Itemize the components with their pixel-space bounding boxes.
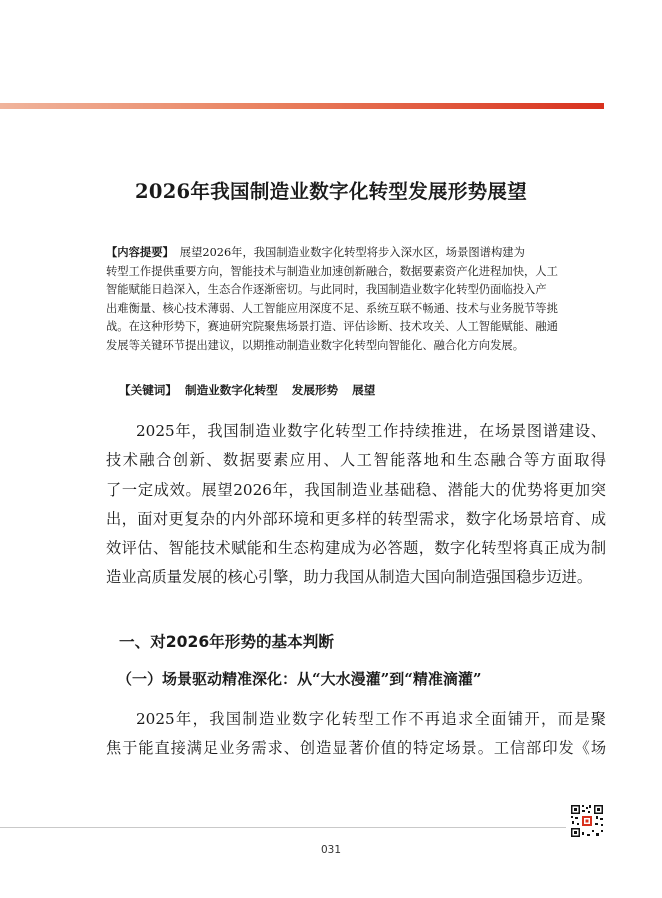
abstract-line: 战。在这种形势下，赛迪研究院聚焦场景打造、评估诊断、技术攻关、人工智能赋能、融通 xyxy=(106,320,558,333)
subsection-heading: （一）场景驱动精准深化：从“大水漫灌”到“精准滴灌” xyxy=(117,670,482,688)
abstract-label: 【内容提要】 xyxy=(106,245,174,259)
header-accent-bar xyxy=(0,103,604,109)
abstract-line-1 xyxy=(106,243,606,263)
abstract-line: 智能赋能日趋深入，生态合作逐渐密切。与此同时，我国制造业数字化转型仍面临投入产 xyxy=(106,283,547,296)
article-title: 2026年我国制造业数字化转型发展形势展望 xyxy=(134,180,528,203)
keyword-item: 制造业数字化转型 xyxy=(184,383,278,397)
abstract-block xyxy=(106,243,606,355)
paragraph-line: 了一定成效。展望2026年，我国制造业基础稳、潜能大的优势将更加突 xyxy=(106,480,606,499)
keywords-line xyxy=(119,382,599,398)
keyword-item: 发展形势 xyxy=(291,383,339,397)
abstract-line: 发展等关键环节提出建议，以期推动制造业数字化转型向智能化、融合化方向发展。 xyxy=(106,338,524,352)
paragraph-line: 造业高质量发展的核心引擎，助力我国从制造大国向制造强国稳步迈进。 xyxy=(106,568,592,587)
section-heading: 一、对2026年形势的基本判断 xyxy=(119,633,334,651)
qr-code-icon xyxy=(570,804,604,838)
footer-divider xyxy=(0,827,566,828)
page-number: 031 xyxy=(320,844,342,856)
paragraph-line: 焦于能直接满足业务需求、创造显著价值的特定场景。工信部印发《场 xyxy=(106,739,606,758)
abstract-line: 出难衡量、核心技术薄弱、人工智能应用深度不足、系统互联不畅通、技术与业务脱节等挑 xyxy=(106,301,558,315)
abstract-line: 转型工作提供重要方向，智能技术与制造业加速创新融合，数据要素资产化进程加快，人工 xyxy=(106,264,558,278)
keyword-item: 展望 xyxy=(352,383,376,397)
paragraph-line: 效评估、智能技术赋能和生态构建成为必答题，数字化转型将真正成为制 xyxy=(106,539,606,558)
paragraph-line: 2025年，我国制造业数字化转型工作持续推进，在场景图谱建设、 xyxy=(136,422,606,440)
intro-paragraph xyxy=(106,417,606,593)
section-paragraph xyxy=(106,705,606,764)
paragraph-line: 出，面对更复杂的内外部环境和更多样的转型需求，数字化场景培育、成 xyxy=(106,509,606,528)
paragraph-line: 技术融合创新、数据要素应用、人工智能落地和生态融合等方面取得 xyxy=(106,451,606,470)
abstract-text: 展望2026年，我国制造业数字化转型将步入深水区，场景图谱构建为 xyxy=(179,246,525,259)
paragraph-line: 2025年，我国制造业数字化转型工作不再追求全面铺开，而是聚 xyxy=(136,710,606,728)
keywords-label: 【关键词】 xyxy=(119,383,177,397)
